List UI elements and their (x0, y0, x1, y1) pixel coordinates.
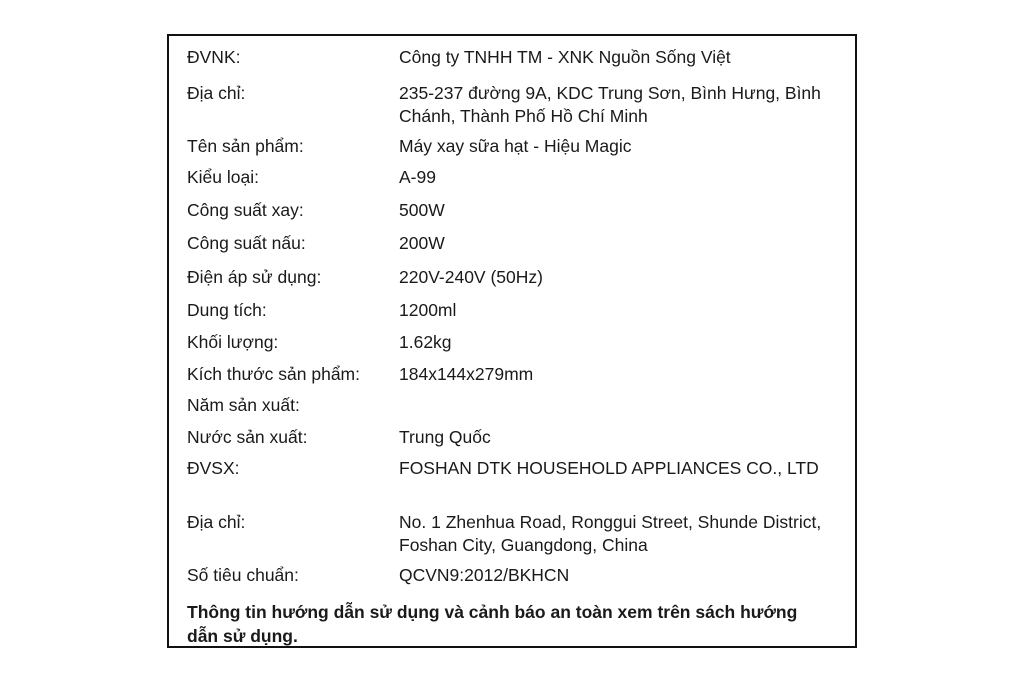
field-label: Năm sản xuất: (187, 395, 300, 415)
safety-note: Thông tin hướng dẫn sử dụng và cảnh báo an toàn xem trên sách hướng dẫn sử dụng. (187, 602, 798, 646)
field-value: No. 1 Zhenhua Road, Ronggui Street, Shunde District, Foshan City, Guangdong, China (399, 512, 822, 555)
field-label: Địa chỉ: (187, 512, 246, 532)
field-value: FOSHAN DTK HOUSEHOLD APPLIANCES CO., LTD (399, 458, 819, 478)
field-value: Máy xay sữa hạt - Hiệu Magic (399, 136, 632, 156)
field-value: 184x144x279mm (399, 364, 534, 384)
field-value: Trung Quốc (399, 427, 491, 447)
field-label: Điện áp sử dụng: (187, 267, 322, 287)
field-value: Công ty TNHH TM - XNK Nguồn Sống Việt (399, 47, 731, 67)
field-value: 500W (399, 200, 445, 220)
field-label: Dung tích: (187, 300, 267, 320)
field-value: 1200ml (399, 300, 457, 320)
field-label: Địa chỉ: (187, 83, 246, 103)
field-label: Khối lượng: (187, 332, 279, 352)
product-label (167, 34, 857, 648)
field-label: Công suất xay: (187, 200, 304, 220)
field-label: Nước sản xuất: (187, 427, 308, 447)
field-label: Kích thước sản phẩm: (187, 364, 360, 384)
field-value: 1.62kg (399, 332, 452, 352)
field-label: Công suất nấu: (187, 233, 306, 253)
field-label: Kiểu loại: (187, 167, 259, 187)
field-label: Số tiêu chuẩn: (187, 565, 299, 585)
field-label: ĐVSX: (187, 458, 240, 478)
field-value: 200W (399, 233, 445, 253)
field-label: ĐVNK: (187, 47, 241, 67)
field-value: 235-237 đường 9A, KDC Trung Sơn, Bình Hưng, Bình Chánh, Thành Phố Hồ Chí Minh (399, 83, 821, 126)
field-value: A-99 (399, 167, 436, 187)
field-value: QCVN9:2012/BKHCN (399, 565, 570, 585)
field-value: 220V-240V (50Hz) (399, 267, 543, 287)
field-label: Tên sản phẩm: (187, 136, 304, 156)
